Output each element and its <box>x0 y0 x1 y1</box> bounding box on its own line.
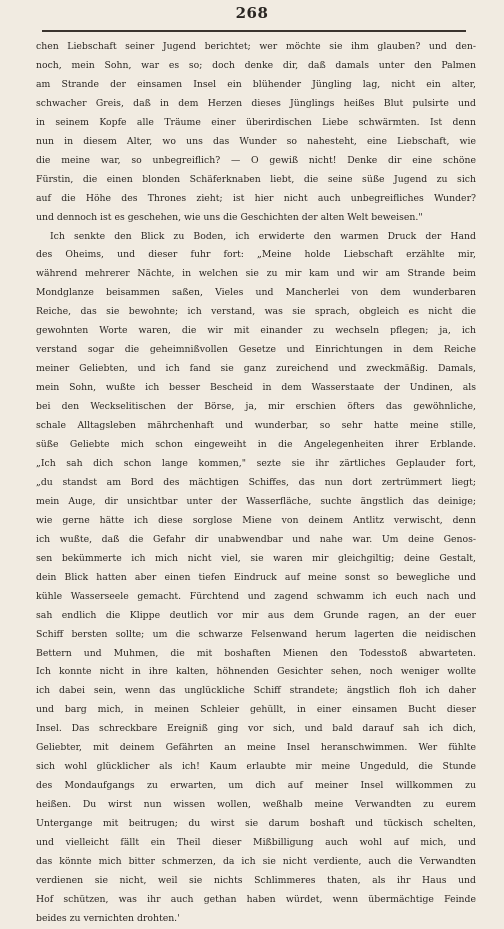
text-line: Ich senkte den Blick zu Boden, ich erwiderte den warmen Druck der Hand <box>50 230 476 242</box>
text-line: verdienen sie nicht, weil sie nichts Schlimmeres thaten, als ihr Haus und <box>36 874 476 886</box>
text-line: mein Sohn, wußte ich besser Bescheid in dem Wasserstaate der Undinen, als <box>36 382 476 394</box>
text-line: sah endlich die Klippe deutlich vor mir aus dem Grunde ragen, an der euer <box>36 609 476 621</box>
text-line: Untergange mit beitrugen; du wirst sie darum boshaft und tückisch schelten, <box>36 818 476 830</box>
text-line: auf die Höhe des Thrones zieht; ist hier nicht auch unbegreifliches Wunder? <box>36 192 476 204</box>
text-line: während mehrerer Nächte, in welchen sie zu mir kam und wir am Strande beim <box>36 268 476 280</box>
text-line: mein Auge, dir unsichtbar unter der Wasserfläche, suchte ängstlich das deinige; <box>36 495 476 507</box>
text-line: ich wußte, daß die Gefahr dir unabwendbar und nahe war. Um deine Genos- <box>36 533 476 545</box>
text-line: Mondglanze beisammen saßen, Vieles und Mancherlei von dem wunderbaren <box>36 287 476 299</box>
text-line: des Oheims, und dieser fuhr fort: „Meine holde Liebschaft erzählte mir, <box>36 249 476 261</box>
body-text <box>36 38 476 929</box>
text-line: „du standst am Bord des mächtigen Schiffes, das nun dort zertrümmert liegt; <box>36 476 476 488</box>
text-line: in seinem Kopfe alle Träume einer überirdischen Liebe schwärmten. Ist denn <box>36 116 476 128</box>
text-line: Hof schützen, was ihr auch gethan haben würdet, wenn übermächtige Feinde <box>36 893 476 905</box>
text-line: und dennoch ist es geschehen, wie uns die Geschichten der alten Welt beweisen." <box>36 211 423 223</box>
text-line: wie gerne hätte ich diese sorglose Miene von deinem Antlitz verwischt, denn <box>36 514 476 526</box>
text-line: das könnte mich bitter schmerzen, da ich sie nicht verdiente, auch die Verwandten <box>36 855 476 867</box>
text-line: Bettern und Muhmen, die mit boshaften Mienen den Todesstoß abwarteten. <box>36 647 476 659</box>
text-line: Ich konnte nicht in ihre kalten, höhnenden Gesichter sehen, noch weniger wollte <box>36 666 476 678</box>
header-rule <box>42 30 466 32</box>
text-line: ich dabei sein, wenn das unglückliche Schiff strandete; ängstlich floh ich daher <box>36 685 476 697</box>
text-line: kühle Wasserseele gemacht. Fürchtend und zagend schwamm ich euch nach und <box>36 590 476 602</box>
text-line: Fürstin, die einen blonden Schäferknaben liebt, die seine süße Jugend zu sich <box>36 173 476 185</box>
text-line: und vielleicht fällt ein Theil dieser Mißbilligung auch wohl auf mich, und <box>36 837 476 849</box>
text-line: am Strande der einsamen Insel ein blühender Jüngling lag, nicht ein alter, <box>36 78 476 90</box>
text-line: schwacher Greis, daß in dem Herzen dieses Jünglings heißes Blut pulsirte und <box>36 97 476 109</box>
text-line: gewohnten Worte waren, die wir mit einander zu wechseln pflegen; ja, ich <box>36 325 476 337</box>
page-number: 268 <box>235 4 269 22</box>
text-line: Reiche, das sie bewohnte; ich verstand, was sie sprach, obgleich es nicht die <box>36 306 476 318</box>
text-line: bei den Weckselitischen der Börse, ja, mir erschien öfters das gewöhnliche, <box>36 401 476 413</box>
text-line: chen Liebschaft seiner Jugend berichtet; wer möchte sie ihm glauben? und den- <box>36 41 476 52</box>
text-line: des Mondaufgangs zu erwarten, um dich auf meiner Insel willkommen zu <box>36 780 476 792</box>
text-line: Geliebter, mit deinem Gefährten an meine Insel heranschwimmen. Wer fühlte <box>36 742 476 754</box>
text-line: „Ich sah dich schon lange kommen," sezte sie ihr zärtliches Geplauder fort, <box>36 457 476 469</box>
text-line: heißen. Du wirst nun wissen wollen, weßhalb meine Verwandten zu eurem <box>36 799 476 811</box>
text-line: süße Geliebte mich schon eingeweiht in die Angelegenheiten ihrer Erblande. <box>36 439 476 451</box>
text-line: noch, mein Sohn, war es so; doch denke dir, daß damals unter den Palmen <box>36 59 476 71</box>
text-line: und barg mich, in meinen Schleier gehüllt, in einer einsamen Bucht dieser <box>36 704 476 716</box>
text-line: nun in diesem Alter, wo uns das Wunder so nahesteht, eine Liebschaft, wie <box>36 135 476 147</box>
text-line: die meine war, so unbegreiflich? — O gewiß nicht! Denke dir eine schöne <box>36 154 476 166</box>
text-line: verstand sogar die geheimnißvollen Gesetze und Einrichtungen in dem Reiche <box>36 344 476 356</box>
text-line: meiner Geliebten, und ich fand sie ganz zureichend und zweckmäßig. Damals, <box>36 363 476 375</box>
text-line: Insel. Das schreckbare Ereigniß ging vor sich, und bald darauf sah ich dich, <box>36 723 476 735</box>
text-line: dein Blick hatten aber einen tiefen Eindruck auf meine sonst so bewegliche und <box>36 571 476 583</box>
text-line: beides zu vernichten drohten.' <box>36 912 180 924</box>
text-line: schale Alltagsleben mährchenhaft und wunderbar, so sehr hatte meine stille, <box>36 420 476 432</box>
text-line: sen bekümmerte ich mich nicht viel, sie waren mir gleichgiltig; deine Gestalt, <box>36 552 476 564</box>
text-line: Schiff bersten sollte; um die schwarze Felsenwand herum lagerten die neidischen <box>36 628 476 640</box>
text-line: sich wohl glücklicher als ich! Kaum erlaubte mir meine Ungeduld, die Stunde <box>36 761 476 773</box>
